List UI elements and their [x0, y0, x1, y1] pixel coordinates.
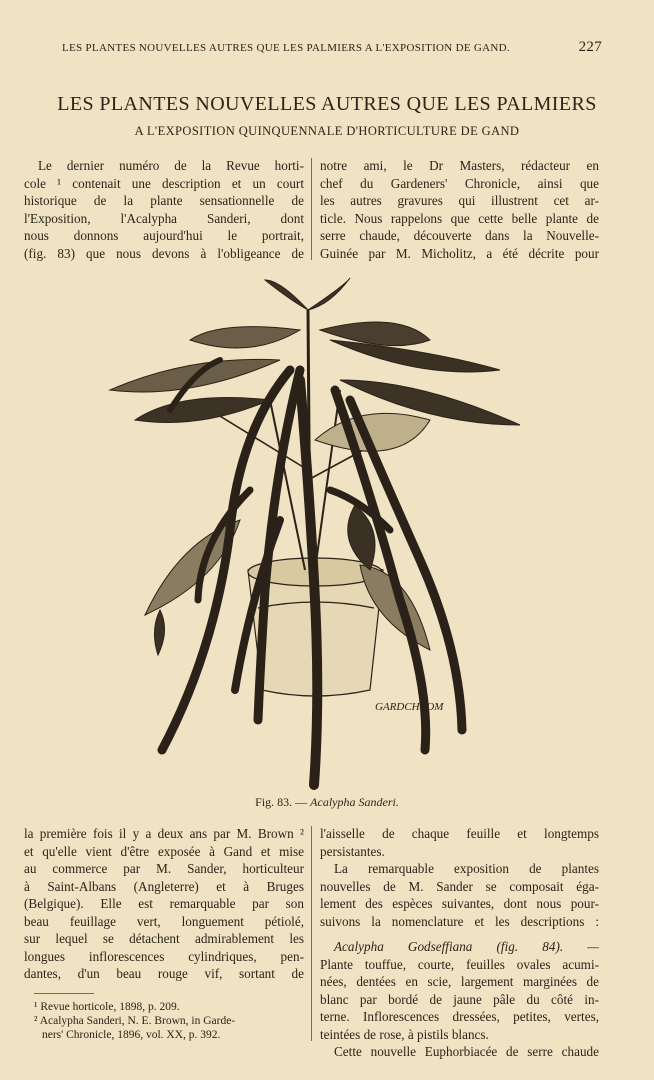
- running-head: [62, 39, 602, 55]
- article-title: LES PLANTES NOUVELLES AUTRES QUE LES PALMIERS: [57, 93, 597, 115]
- text-line: La remarquable exposition de plantes: [334, 861, 599, 876]
- top-right-column: [320, 157, 599, 262]
- text-line: l'aisselle de chaque feuille et longtemps: [320, 826, 599, 841]
- text-line: blanc par bordé de jaune pâle du côté in-: [320, 991, 599, 1007]
- page-number: 227: [578, 39, 602, 55]
- text-line: nouvelles de M. Sander se composait éga-: [320, 878, 599, 894]
- text-line: ticle. Nous rappelons que cette belle plante de: [320, 210, 599, 226]
- species-heading: Acalypha Godseffiana (fig. 84). —: [334, 939, 599, 954]
- text-line: Plante touffue, courte, feuilles ovales acumi-: [320, 956, 599, 972]
- text-line: persistantes.: [320, 843, 385, 859]
- text-line: l'Exposition, l'Acalypha Sanderi, dont: [24, 210, 304, 226]
- caption-prefix: Fig. 83. —: [255, 795, 308, 809]
- text-line: la première fois il y a deux ans par M. Brown ²: [24, 826, 304, 841]
- text-line: cole ¹ contenait une description et un court: [24, 175, 304, 191]
- text-line: au commerce par M. Sander, horticulteur: [24, 861, 304, 876]
- text-line: Le dernier numéro de la Revue horti-: [38, 158, 304, 173]
- text-line: teintées de rose, à pistils blancs.: [320, 1026, 489, 1042]
- text-line: sur lequel se détachent admirablement les: [24, 931, 304, 946]
- text-line: beau feuillage vert, longuement pétiolé,: [24, 913, 304, 929]
- column-rule-bottom: [311, 826, 312, 1041]
- plant-engraving: [100, 270, 530, 800]
- text-line: nous donnons aujourd'hui le portrait,: [24, 228, 304, 243]
- text-line: serre chaude, découverte dans la Nouvelle-: [320, 228, 599, 243]
- text-line: longues inflorescences cylindriques, pen-: [24, 948, 304, 964]
- running-head-text: LES PLANTES NOUVELLES AUTRES QUE LES PALMIERS A L'EXPOSITION DE GAND.: [62, 42, 510, 54]
- footnote-2: ² Acalypha Sanderi, N. E. Brown, in Garde-: [34, 1015, 236, 1027]
- caption-name: Acalypha Sanderi.: [310, 795, 399, 809]
- text-line: lement des espèces suivantes, dont nous pour-: [320, 896, 599, 911]
- text-line: et qu'elle vient d'être exposée à Gand et mise: [24, 843, 304, 859]
- article-subtitle: A L'EXPOSITION QUINQUENNALE D'HORTICULTURE DE GAND: [134, 124, 520, 138]
- text-line: Guinée par M. Micholitz, a été décrite pour: [320, 245, 599, 261]
- text-line: nées, dentées en scie, largement marginées de: [320, 974, 599, 989]
- footnote-rule: [34, 993, 94, 994]
- engraver-signature: GARDCHROM: [375, 701, 444, 713]
- text-line: terne. Inflorescences dressées, petites, vertes,: [320, 1009, 599, 1024]
- top-left-column: [24, 157, 304, 262]
- text-line: notre ami, le Dr Masters, rédacteur en: [320, 158, 599, 173]
- text-line: dantes, d'un beau rouge vif, sortant de: [24, 966, 304, 981]
- text-line: Cette nouvelle Euphorbiacée de serre chaude: [334, 1044, 599, 1059]
- text-line: (Belgique). Elle est remarquable par son: [24, 896, 304, 911]
- text-line: à Saint-Albans (Angleterre) et à Bruges: [24, 878, 304, 894]
- bottom-left-column: [24, 825, 304, 983]
- bottom-right-column: [320, 825, 599, 1061]
- text-line: historique de la plante sensationnelle de: [24, 193, 304, 208]
- text-line: les autres gravures qui illustrent cet ar-: [320, 193, 599, 208]
- text-line: chef du Gardeners' Chronicle, ainsi que: [320, 175, 599, 191]
- footnote-2-cont: ners' Chronicle, 1896, vol. XX, p. 392.: [42, 1029, 221, 1041]
- text-line: suivons la nomenclature et les descriptions :: [320, 913, 599, 929]
- column-rule-top: [311, 158, 312, 260]
- footnotes: [34, 1000, 304, 1042]
- footnote-1: ¹ Revue horticole, 1898, p. 209.: [34, 1001, 180, 1013]
- figure-caption: [0, 795, 654, 810]
- text-line: (fig. 83) que nous devons à l'obligeance de: [24, 245, 304, 261]
